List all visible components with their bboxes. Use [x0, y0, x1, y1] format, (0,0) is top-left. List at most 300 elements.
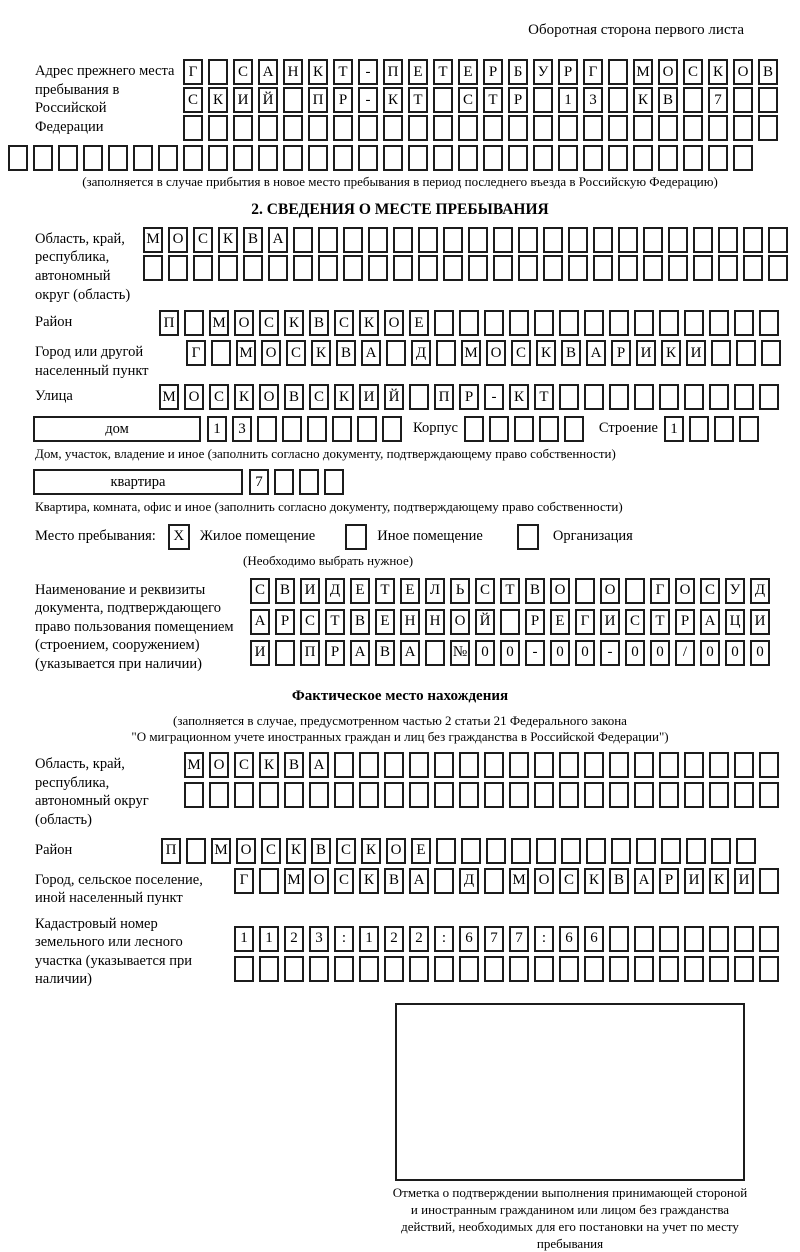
char-cell — [243, 255, 263, 281]
char-cell — [108, 145, 128, 171]
char-cell: К — [361, 838, 381, 864]
char-cell — [425, 640, 445, 666]
char-cell — [268, 255, 288, 281]
char-cell: Т — [650, 609, 670, 635]
char-cell: С — [475, 578, 495, 604]
char-cell: Р — [558, 59, 578, 85]
char-cell — [709, 926, 729, 952]
char-cell: Г — [186, 340, 206, 366]
char-cell — [184, 782, 204, 808]
organization-label: Организация — [552, 528, 633, 545]
char-cell: 1 — [558, 87, 578, 113]
char-cell: Т — [483, 87, 503, 113]
char-cell — [284, 782, 304, 808]
char-cell — [383, 145, 403, 171]
char-cell — [409, 384, 429, 410]
char-cell — [384, 956, 404, 982]
char-cell: К — [709, 868, 729, 894]
char-cell — [493, 227, 513, 253]
char-cell — [409, 782, 429, 808]
char-cell: М — [143, 227, 163, 253]
char-cell — [759, 752, 779, 778]
char-row — [183, 87, 783, 113]
char-cell — [33, 145, 53, 171]
char-cell — [689, 416, 709, 442]
char-cell: 3 — [232, 416, 252, 442]
char-cell: Р — [483, 59, 503, 85]
char-cell: В — [275, 578, 295, 604]
char-cell — [158, 145, 178, 171]
document-label: Наименование и реквизиты документа, подтверждающего право пользования помещением (строением, сооружением) (указывается при наличии) — [35, 581, 234, 673]
char-cell: Г — [183, 59, 203, 85]
char-cell — [208, 145, 228, 171]
char-cell — [734, 926, 754, 952]
region-label: Область, край, республика, автономный округ (область) — [35, 230, 131, 303]
char-cell — [736, 838, 756, 864]
char-cell — [564, 416, 584, 442]
char-cell: А — [250, 609, 270, 635]
char-cell: И — [636, 340, 656, 366]
char-cell — [459, 956, 479, 982]
char-cell — [183, 115, 203, 141]
char-cell — [359, 956, 379, 982]
char-cell: 0 — [500, 640, 520, 666]
char-cell — [459, 782, 479, 808]
char-cell — [711, 838, 731, 864]
char-cell — [634, 310, 654, 336]
char-cell — [709, 310, 729, 336]
char-cell: С — [334, 868, 354, 894]
char-cell — [168, 255, 188, 281]
field-region — [0, 227, 800, 304]
char-cell — [299, 469, 319, 495]
char-cell — [484, 752, 504, 778]
char-cell: С — [261, 838, 281, 864]
char-cell: М — [209, 310, 229, 336]
char-cell — [634, 926, 654, 952]
char-cell: Ь — [450, 578, 470, 604]
char-cell — [509, 310, 529, 336]
char-cell: А — [700, 609, 720, 635]
char-cell — [386, 340, 406, 366]
char-cell — [358, 145, 378, 171]
korpus-label: Корпус — [413, 420, 458, 437]
char-cell — [758, 87, 778, 113]
char-cell — [618, 255, 638, 281]
char-cell: К — [359, 868, 379, 894]
char-cell — [693, 255, 713, 281]
char-cell — [259, 782, 279, 808]
house-label-box: дом — [33, 416, 201, 442]
char-cell — [493, 255, 513, 281]
char-cell — [183, 145, 203, 171]
char-cell — [343, 227, 363, 253]
char-cell: И — [750, 609, 770, 635]
char-cell — [609, 310, 629, 336]
char-cell — [461, 838, 481, 864]
char-cell: А — [409, 868, 429, 894]
char-cell: С — [250, 578, 270, 604]
char-cell — [359, 752, 379, 778]
char-cell — [334, 956, 354, 982]
char-cell: К — [334, 384, 354, 410]
char-cell — [234, 782, 254, 808]
char-cell: В — [311, 838, 331, 864]
char-cell: Е — [350, 578, 370, 604]
char-cell: П — [159, 310, 179, 336]
char-cell — [333, 145, 353, 171]
city-label: Город или другой населенный пункт — [35, 344, 149, 379]
char-cell — [559, 956, 579, 982]
char-cell: О — [450, 609, 470, 635]
char-cell — [684, 956, 704, 982]
char-cell — [533, 87, 553, 113]
char-cell: С — [233, 59, 253, 85]
char-cell: С — [625, 609, 645, 635]
char-cell: В — [384, 868, 404, 894]
char-cell: С — [209, 384, 229, 410]
char-cell: П — [383, 59, 403, 85]
char-cell: О — [486, 340, 506, 366]
char-cell: Д — [411, 340, 431, 366]
street-label: Улица — [35, 388, 73, 405]
char-cell: С — [511, 340, 531, 366]
char-cell: Р — [508, 87, 528, 113]
char-cell — [533, 115, 553, 141]
char-cell — [733, 145, 753, 171]
char-cell — [332, 416, 352, 442]
char-cell: Т — [433, 59, 453, 85]
section2-title: 2. СВЕДЕНИЯ О МЕСТЕ ПРЕБЫВАНИЯ — [251, 200, 549, 218]
char-cell — [584, 310, 604, 336]
char-cell: Д — [325, 578, 345, 604]
confirmation-stamp-box — [395, 1003, 745, 1181]
char-cell: Р — [459, 384, 479, 410]
char-cell: - — [600, 640, 620, 666]
char-cell: 0 — [750, 640, 770, 666]
char-cell: О — [209, 752, 229, 778]
char-cell: Г — [583, 59, 603, 85]
char-cell: Р — [525, 609, 545, 635]
char-cell — [608, 59, 628, 85]
char-cell: В — [561, 340, 581, 366]
char-cell — [684, 384, 704, 410]
char-cell: 1 — [234, 926, 254, 952]
char-cell: С — [309, 384, 329, 410]
char-cell — [143, 255, 163, 281]
char-cell — [683, 145, 703, 171]
prev-address-label: Адрес прежнего места пребывания в Российской Федерации — [35, 63, 175, 135]
char-cell — [318, 227, 338, 253]
char-cell — [739, 416, 759, 442]
char-cell: О — [309, 868, 329, 894]
char-cell — [759, 956, 779, 982]
actual-location-note-line: "О миграционном учете иностранных граждан и лиц без гражданства в Российской Федерации") — [131, 729, 669, 745]
char-cell — [618, 227, 638, 253]
char-cell — [568, 255, 588, 281]
char-cell — [609, 752, 629, 778]
char-cell: 7 — [484, 926, 504, 952]
city-2-label: Город, сельское поселение, иной населенный пункт — [35, 871, 203, 907]
char-cell: В — [758, 59, 778, 85]
char-cell: К — [308, 59, 328, 85]
char-cell — [684, 752, 704, 778]
char-cell — [259, 868, 279, 894]
char-cell: К — [633, 87, 653, 113]
char-cell — [558, 145, 578, 171]
char-cell: - — [525, 640, 545, 666]
char-cell: К — [584, 868, 604, 894]
char-cell: Е — [400, 578, 420, 604]
field-apartment — [0, 469, 800, 495]
char-cell: 3 — [309, 926, 329, 952]
char-cell — [761, 340, 781, 366]
char-cell: В — [658, 87, 678, 113]
char-cell: Т — [500, 578, 520, 604]
char-cell — [633, 115, 653, 141]
char-cell: В — [336, 340, 356, 366]
char-cell: Е — [408, 59, 428, 85]
char-cell: М — [236, 340, 256, 366]
char-cell — [608, 87, 628, 113]
char-cell: И — [233, 87, 253, 113]
char-cell — [718, 227, 738, 253]
char-cell: 6 — [459, 926, 479, 952]
char-cell: К — [218, 227, 238, 253]
apartment-label-box: квартира — [33, 469, 243, 495]
char-cell: Ц — [725, 609, 745, 635]
char-cell — [543, 255, 563, 281]
char-cell: К — [509, 384, 529, 410]
char-cell — [659, 956, 679, 982]
char-cell — [759, 868, 779, 894]
char-cell: И — [300, 578, 320, 604]
char-cell — [659, 752, 679, 778]
char-row — [159, 384, 784, 410]
char-cell: О — [168, 227, 188, 253]
char-cell: Н — [283, 59, 303, 85]
char-cell — [559, 384, 579, 410]
char-cell — [609, 956, 629, 982]
char-cell: К — [708, 59, 728, 85]
char-cell: Г — [650, 578, 670, 604]
field-prev-address — [0, 59, 800, 143]
char-cell: 6 — [559, 926, 579, 952]
char-cell — [458, 145, 478, 171]
char-cell — [511, 838, 531, 864]
char-cell — [575, 578, 595, 604]
char-cell — [683, 87, 703, 113]
char-cell — [583, 115, 603, 141]
char-cell: П — [308, 87, 328, 113]
char-cell — [659, 384, 679, 410]
char-cell — [583, 145, 603, 171]
char-cell: К — [234, 384, 254, 410]
char-cell — [500, 609, 520, 635]
char-cell: С — [559, 868, 579, 894]
char-cell: 3 — [583, 87, 603, 113]
char-cell: М — [211, 838, 231, 864]
char-cell — [711, 340, 731, 366]
char-cell — [393, 227, 413, 253]
char-cell: О — [384, 310, 404, 336]
char-cell — [434, 782, 454, 808]
cadastre-rows — [234, 912, 784, 984]
char-cell: А — [268, 227, 288, 253]
char-cell — [759, 782, 779, 808]
page-header: Оборотная сторона первого листа — [528, 22, 744, 38]
char-cell: К — [311, 340, 331, 366]
char-cell — [489, 416, 509, 442]
char-cell — [433, 87, 453, 113]
char-cell — [714, 416, 734, 442]
char-cell: К — [208, 87, 228, 113]
stay-type-note: (Необходимо выбрать нужное) — [243, 552, 414, 568]
char-cell — [486, 838, 506, 864]
char-cell — [393, 255, 413, 281]
char-cell: К — [286, 838, 306, 864]
char-cell — [209, 782, 229, 808]
char-cell: С — [183, 87, 203, 113]
char-cell — [283, 115, 303, 141]
char-cell: Д — [750, 578, 770, 604]
char-cell — [308, 145, 328, 171]
char-row — [234, 956, 784, 982]
field-city-2 — [0, 868, 800, 908]
char-cell — [434, 752, 454, 778]
field-house — [0, 416, 800, 442]
char-cell: С — [234, 752, 254, 778]
char-cell: С — [458, 87, 478, 113]
house-note: Дом, участок, владение и иное (заполнить согласно документу, подтверждающему право собственности) — [35, 446, 616, 462]
char-cell: 0 — [475, 640, 495, 666]
char-row — [250, 609, 775, 635]
char-cell: М — [461, 340, 481, 366]
field-cadastre — [0, 912, 800, 989]
char-cell — [518, 227, 538, 253]
char-cell: М — [509, 868, 529, 894]
char-cell — [333, 115, 353, 141]
char-cell — [484, 310, 504, 336]
char-cell: Е — [458, 59, 478, 85]
char-cell — [282, 416, 302, 442]
char-cell: В — [284, 752, 304, 778]
char-cell: В — [309, 310, 329, 336]
char-cell — [759, 310, 779, 336]
char-cell: В — [375, 640, 395, 666]
char-cell: 2 — [384, 926, 404, 952]
char-cell — [358, 115, 378, 141]
char-cell — [636, 838, 656, 864]
char-cell: Т — [333, 59, 353, 85]
char-cell: : — [434, 926, 454, 952]
char-cell: М — [184, 752, 204, 778]
char-cell: Б — [508, 59, 528, 85]
char-cell: - — [358, 59, 378, 85]
char-row — [249, 469, 349, 495]
char-cell — [736, 340, 756, 366]
char-cell: О — [386, 838, 406, 864]
char-cell — [283, 145, 303, 171]
char-cell: М — [159, 384, 179, 410]
char-cell — [468, 255, 488, 281]
char-cell — [608, 115, 628, 141]
char-cell — [584, 752, 604, 778]
char-cell — [418, 227, 438, 253]
char-cell: А — [400, 640, 420, 666]
char-cell — [343, 255, 363, 281]
char-cell: В — [350, 609, 370, 635]
field-street — [0, 384, 800, 410]
char-cell: И — [734, 868, 754, 894]
char-cell — [468, 227, 488, 253]
char-cell — [334, 752, 354, 778]
char-cell: И — [359, 384, 379, 410]
char-cell — [734, 384, 754, 410]
char-cell: Н — [425, 609, 445, 635]
char-cell — [318, 255, 338, 281]
other-premises-label: Иное помещение — [377, 528, 483, 545]
char-cell: С — [700, 578, 720, 604]
char-cell: 1 — [259, 926, 279, 952]
char-cell — [658, 115, 678, 141]
char-cell — [625, 578, 645, 604]
char-cell: 1 — [664, 416, 684, 442]
char-cell: И — [684, 868, 704, 894]
char-cell — [368, 255, 388, 281]
char-cell — [459, 310, 479, 336]
char-cell: М — [633, 59, 653, 85]
char-cell: 7 — [708, 87, 728, 113]
char-cell — [508, 115, 528, 141]
char-cell — [633, 145, 653, 171]
char-cell — [534, 782, 554, 808]
char-cell — [659, 310, 679, 336]
char-cell — [307, 416, 327, 442]
char-cell — [659, 782, 679, 808]
char-cell: В — [525, 578, 545, 604]
char-cell — [514, 416, 534, 442]
char-cell — [382, 416, 402, 442]
char-cell — [709, 956, 729, 982]
char-cell — [484, 782, 504, 808]
apartment-note: Квартира, комната, офис и иное (заполнить согласно документу, подтверждающему право собственности) — [35, 499, 623, 515]
char-row — [161, 838, 761, 864]
char-cell: : — [534, 926, 554, 952]
char-cell: И — [686, 340, 706, 366]
field-district-2 — [0, 838, 800, 864]
char-cell — [434, 868, 454, 894]
char-cell — [634, 752, 654, 778]
char-cell: О — [658, 59, 678, 85]
cadastre-label: Кадастровый номер земельного или лесного участка (указывается при наличии) — [35, 915, 192, 988]
char-cell — [536, 838, 556, 864]
char-cell — [609, 782, 629, 808]
char-cell — [586, 838, 606, 864]
char-cell: К — [259, 752, 279, 778]
char-cell — [683, 115, 703, 141]
char-cell — [661, 838, 681, 864]
char-cell: 6 — [584, 926, 604, 952]
char-row — [207, 416, 407, 442]
char-cell — [509, 752, 529, 778]
char-cell — [518, 255, 538, 281]
char-cell — [658, 145, 678, 171]
char-cell — [293, 255, 313, 281]
char-cell: Д — [459, 868, 479, 894]
document-rows — [250, 578, 775, 668]
char-cell — [408, 115, 428, 141]
